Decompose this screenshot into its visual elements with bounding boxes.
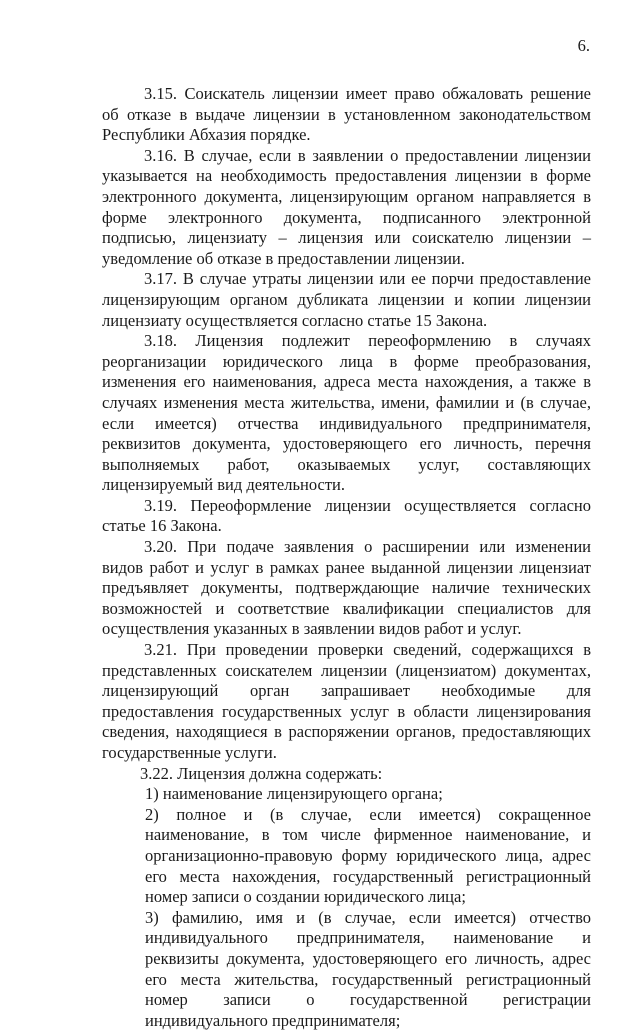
list-item: 2) полное и (в случае, если имеется) сокращенное наименование, в том числе фирменное наименование, и организационно-правовую форму юридического лица, адрес его места нахождения, государственный регистрационный номер записи о создании юридического лица; bbox=[145, 804, 591, 907]
paragraph-number: 3.17. bbox=[144, 269, 177, 289]
document-body bbox=[102, 84, 591, 1031]
paragraph-number: 3.21. bbox=[144, 640, 177, 660]
paragraph-number: 3.20. bbox=[144, 537, 177, 557]
paragraph-number: 3.18. bbox=[144, 331, 177, 351]
paragraph-3-22 bbox=[102, 764, 591, 785]
list-item: 1) наименование лицензирующего органа; bbox=[145, 784, 443, 804]
paragraph-3-16 bbox=[102, 146, 591, 270]
page-number: 6. bbox=[577, 36, 590, 55]
paragraph-text: При проведении проверки сведений, содержащихся в представленных соискателем лицензии (лицензиатом) документах, лицензирующий орган запрашивает необходимые для предоставления государственных услуг в области лицензирования сведения, находящиеся в распоряжении органов, предоставляющих государственные услуги. bbox=[102, 640, 591, 762]
paragraph-number: 3.15. bbox=[144, 84, 177, 103]
paragraph-3-21 bbox=[102, 640, 591, 764]
paragraph-3-19 bbox=[102, 496, 591, 537]
license-contents-list bbox=[102, 784, 591, 1031]
paragraph-3-17 bbox=[102, 269, 591, 331]
paragraph-text: При подаче заявления о расширении или изменении видов работ и услуг в рамках ранее выданной лицензии лицензиат предъявляет документы, подтверждающие наличие технических возможностей и соответствие квалификации специалистов для осуществления указанных в заявлении видов работ и услуг. bbox=[102, 537, 591, 639]
paragraph-3-20 bbox=[102, 537, 591, 640]
paragraph-text: В случае утраты лицензии или ее порчи предоставление лицензирующим органом дубликата лицензии и копии лицензии лицензиату осуществляется согласно статье 15 Закона. bbox=[102, 269, 592, 330]
paragraph-number: 3.22. bbox=[140, 763, 173, 783]
paragraph-text: Лицензия подлежит переоформлению в случаях реорганизации юридического лица в форме преобразования, изменения его наименования, адреса места нахождения, а также в случаях изменения места жительства, имени, фамилии и (в случае, если имеется) отчества индивидуального предпринимателя, реквизитов документа, удостоверяющего его личность, перечня выполняемых работ, оказываемых услуг, составляющих лицензируемый вид деятельности. bbox=[102, 331, 591, 495]
list-item: 3) фамилию, имя и (в случае, если имеется) отчество индивидуального предпринимателя, наименование и реквизиты документа, удостоверяющего его личность, адрес его места жительства, государственный регистрационный номер записи о государственной регистрации индивидуального предпринимателя; bbox=[145, 907, 591, 1030]
paragraph-number: 3.19. bbox=[144, 495, 177, 515]
paragraph-text: Переоформление лицензии осуществляется согласно статье 16 Закона. bbox=[102, 495, 592, 536]
paragraph-number: 3.16. bbox=[144, 145, 177, 165]
paragraph-3-18 bbox=[102, 331, 591, 496]
paragraph-text: В случае, если в заявлении о предоставлении лицензии указывается на необходимость предоставления лицензии в форме электронного документа, лицензирующим органом направляется в форме электронного документа, подписанного электронной подписью, лицензиату – лицензия или соискателю лицензии – уведомление об отказе в предоставлении лицензии. bbox=[102, 145, 591, 268]
paragraph-3-15 bbox=[102, 84, 591, 146]
paragraph-text: Лицензия должна содержать: bbox=[177, 763, 383, 783]
paragraph-text: Соискатель лицензии имеет право обжаловать решение об отказе в выдаче лицензии в установленном законодательством Республики Абхазия порядке. bbox=[102, 84, 592, 145]
